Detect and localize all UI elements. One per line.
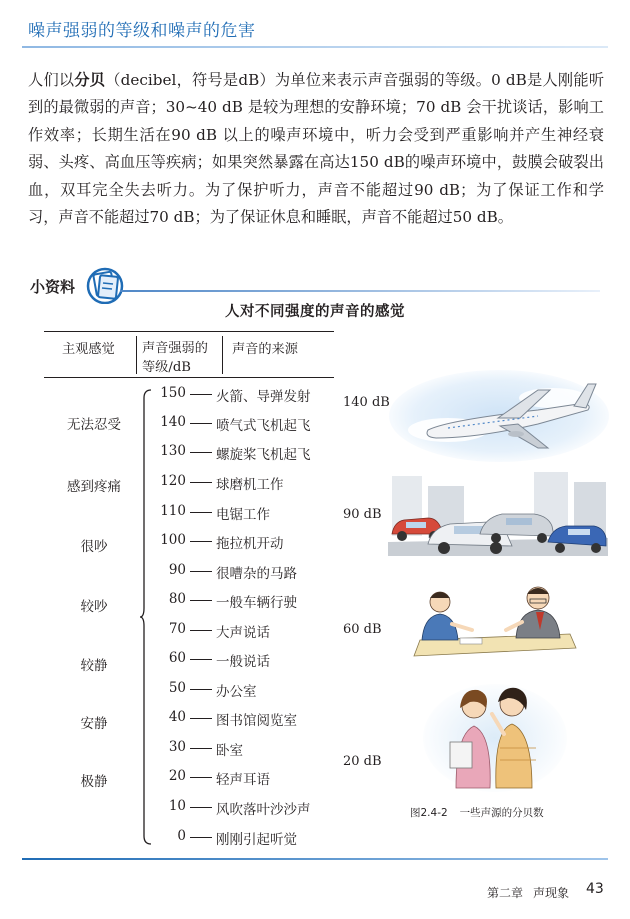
feeling-label: 安静 <box>80 716 108 732</box>
header-divider <box>22 46 608 48</box>
table-top-rule <box>44 331 334 332</box>
figure-db-label: 140 dB <box>343 395 390 410</box>
level-dash <box>190 541 212 542</box>
header-level-line2: 等级/dB <box>142 360 191 375</box>
level-value: 30 <box>168 739 186 755</box>
source-label: 图书馆阅览室 <box>216 713 297 729</box>
footer-chapter <box>487 884 569 901</box>
source-label: 办公室 <box>216 684 257 700</box>
source-label: 喷气式飞机起飞 <box>216 418 311 434</box>
caption-text: 一些声源的分贝数 <box>459 807 544 819</box>
level-value: 70 <box>168 621 186 637</box>
source-label: 球磨机工作 <box>216 477 284 493</box>
level-dash <box>190 600 212 601</box>
conversation-illustration <box>400 578 586 670</box>
feeling-label: 无法忍受 <box>67 417 121 433</box>
level-value: 120 <box>160 473 186 489</box>
level-dash <box>190 512 212 513</box>
paragraph-text-rest: （decibel，符号是dB）为单位来表示声音强弱的等级。0 dB是人刚能听到的最微弱的声音；30~40 dB 是较为理想的安静环境；70 dB 会干扰谈话，影响工作效率；长期生活在90 dB 以上的噪声环境中，听力会受到严重影响并产生神经衰弱、头疼、高血压等疾病；如果突然暴露在高达150 dB的噪声环境中，鼓膜会破裂出血，双耳完全失去听力。为了保护听力，声音不能超过90 dB；为了保证工作和学习，声音不能超过70 dB；为了保证休息和睡眠，声音不能超过50 dB。 <box>28 71 605 227</box>
source-label: 刚刚引起听觉 <box>216 832 297 848</box>
source-label: 一般说话 <box>216 654 270 670</box>
level-dash <box>190 718 212 719</box>
airplane-illustration <box>388 368 610 464</box>
source-label: 风吹落叶沙沙声 <box>216 802 311 818</box>
feeling-label: 很吵 <box>80 539 108 555</box>
figure-db-label: 20 dB <box>343 754 382 769</box>
figure-db-label: 60 dB <box>343 622 382 637</box>
level-dash <box>190 807 212 808</box>
level-value: 10 <box>168 798 186 814</box>
chapter-number: 第二章 <box>487 886 524 900</box>
table-title: 人对不同强度的声音的感觉 <box>225 304 405 320</box>
feeling-label: 极静 <box>80 774 108 790</box>
level-value: 100 <box>160 532 186 548</box>
level-dash <box>190 482 212 483</box>
header-level-line1: 声音强弱的 <box>142 341 208 356</box>
level-value: 60 <box>168 650 186 666</box>
source-label: 卧室 <box>216 743 243 759</box>
level-value: 130 <box>160 443 186 459</box>
car-silver <box>480 514 554 543</box>
bold-term: 分贝 <box>74 71 106 89</box>
level-dash <box>190 777 212 778</box>
figure-db-label: 90 dB <box>343 507 382 522</box>
source-label: 一般车辆行驶 <box>216 595 297 611</box>
level-dash <box>190 837 212 838</box>
level-value: 150 <box>160 385 186 401</box>
sidebar-label: 小资料 <box>30 278 76 296</box>
man-right <box>506 587 560 638</box>
level-value: 0 <box>177 828 186 844</box>
whisper-illustration <box>420 678 570 794</box>
source-label: 很嘈杂的马路 <box>216 566 297 582</box>
figure-caption <box>410 805 544 820</box>
header-level <box>142 339 208 377</box>
level-dash <box>190 748 212 749</box>
feeling-label: 感到疼痛 <box>67 479 121 495</box>
level-dash <box>190 452 212 453</box>
caption-number: 图2.4-2 <box>410 807 448 819</box>
body-paragraph <box>28 67 604 231</box>
level-dash <box>190 423 212 424</box>
traffic-cars-illustration <box>384 468 612 558</box>
header-source: 声音的来源 <box>232 342 298 357</box>
header-separator <box>222 336 223 374</box>
level-value: 90 <box>168 562 186 578</box>
header-separator <box>136 336 137 374</box>
man-left <box>422 592 472 640</box>
source-label: 火箭、导弹发射 <box>216 389 311 405</box>
level-value: 80 <box>168 591 186 607</box>
table-header-rule <box>44 377 334 378</box>
source-label: 电锯工作 <box>216 507 270 523</box>
feeling-label: 较静 <box>80 658 108 674</box>
page-number: 43 <box>586 881 604 897</box>
source-label: 轻声耳语 <box>216 772 270 788</box>
paragraph-text-start: 人们以 <box>28 71 75 89</box>
level-value: 110 <box>160 503 186 519</box>
feeling-label: 较吵 <box>80 599 108 615</box>
chapter-title: 声现象 <box>533 886 570 900</box>
level-dash <box>190 659 212 660</box>
level-dash <box>190 394 212 395</box>
level-value: 140 <box>160 414 186 430</box>
sidebar-divider <box>120 290 600 292</box>
header-feeling: 主观感觉 <box>62 342 115 357</box>
book-document-icon <box>82 264 128 304</box>
level-dash <box>190 689 212 690</box>
level-dash <box>190 571 212 572</box>
source-label: 拖拉机开动 <box>216 536 284 552</box>
level-value: 40 <box>168 709 186 725</box>
section-title: 噪声强弱的等级和噪声的危害 <box>28 21 256 41</box>
level-dash <box>190 630 212 631</box>
footer-divider <box>22 858 608 860</box>
level-value: 20 <box>168 768 186 784</box>
source-label: 大声说话 <box>216 625 270 641</box>
source-label: 螺旋桨飞机起飞 <box>216 447 311 463</box>
level-value: 50 <box>168 680 186 696</box>
